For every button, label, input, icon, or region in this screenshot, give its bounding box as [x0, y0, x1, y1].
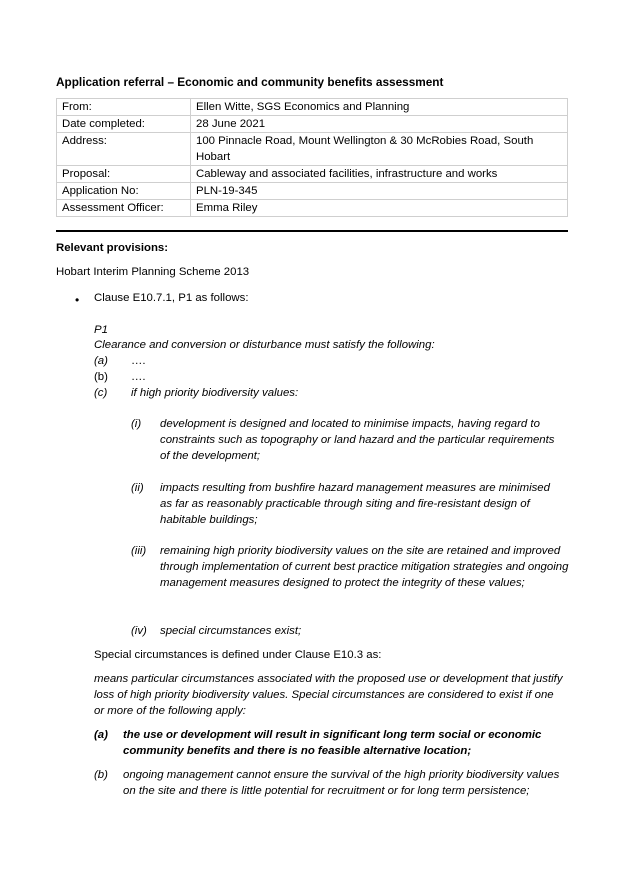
clause-bullet: Clause E10.7.1, P1 as follows: [94, 292, 249, 304]
row-label: Proposal: [57, 166, 191, 183]
subitem-label: (ii) [131, 482, 144, 494]
table-row [57, 166, 568, 183]
special-item-label: (b) [94, 769, 108, 781]
planning-scheme: Hobart Interim Planning Scheme 2013 [56, 266, 250, 278]
special-item-text: ongoing management cannot ensure the survival of the high priority biodiversity values on the site and there is little potential for recruitment or for long term persistence; [123, 769, 560, 797]
row-value: Cableway and associated facilities, infrastructure and works [191, 166, 568, 183]
table-row [57, 200, 568, 217]
p1-label: P1 [94, 324, 108, 336]
subitem-text: impacts resulting from bushfire hazard management measures are minimised as far as reasonably practicable through siting and fire-resistant design of habitable buildings; [160, 482, 550, 526]
page-title: Application referral – Economic and community benefits assessment [56, 75, 444, 89]
table-row [57, 183, 568, 200]
p1-intro: Clearance and conversion or disturbance must satisfy the following: [94, 339, 435, 351]
subitem-text: development is designed and located to minimise impacts, having regard to constraints such as topography or land hazard and the particular requirements of the development; [160, 418, 555, 462]
bullet-icon: • [75, 293, 80, 307]
row-value: 100 Pinnacle Road, Mount Wellington & 30 McRobies Road, South Hobart [191, 133, 568, 166]
subitem-text: remaining high priority biodiversity values on the site are retained and improved through implementation of current best practice mitigation strategies and ongoing management measures designed to protect the integrity of these values; [160, 545, 569, 589]
row-label: Application No: [57, 183, 191, 200]
row-label: Assessment Officer: [57, 200, 191, 217]
item-label: (b) [94, 371, 108, 383]
row-label: Date completed: [57, 116, 191, 133]
subitem-label: (iv) [131, 625, 147, 637]
special-definition: means particular circumstances associated with the proposed use or development that justify loss of high priority biodiversity values. Special circumstances are considered to exist if one or more of the following apply: [94, 673, 563, 717]
referral-details-table [56, 98, 568, 217]
table-row [57, 116, 568, 133]
item-text: …. [131, 355, 146, 367]
subitem-text: special circumstances exist; [160, 625, 302, 637]
row-label: Address: [57, 133, 191, 166]
table-row [57, 133, 568, 166]
row-label: From: [57, 99, 191, 116]
subitem-label: (iii) [131, 545, 147, 557]
row-value: 28 June 2021 [191, 116, 568, 133]
table-row [57, 99, 568, 116]
special-intro: Special circumstances is defined under Clause E10.3 as: [94, 649, 382, 661]
section-divider [56, 230, 568, 232]
item-text: if high priority biodiversity values: [131, 387, 299, 399]
row-value: PLN-19-345 [191, 183, 568, 200]
item-label: (c) [94, 387, 108, 399]
special-item-text: the use or development will result in significant long term social or economic community benefits and there is no feasible alternative location; [123, 729, 542, 757]
row-value: Ellen Witte, SGS Economics and Planning [191, 99, 568, 116]
provisions-heading: Relevant provisions: [56, 242, 169, 254]
item-text: …. [131, 371, 146, 383]
special-item-label: (a) [94, 729, 108, 741]
subitem-label: (i) [131, 418, 142, 430]
item-label: (a) [94, 355, 108, 367]
row-value: Emma Riley [191, 200, 568, 217]
